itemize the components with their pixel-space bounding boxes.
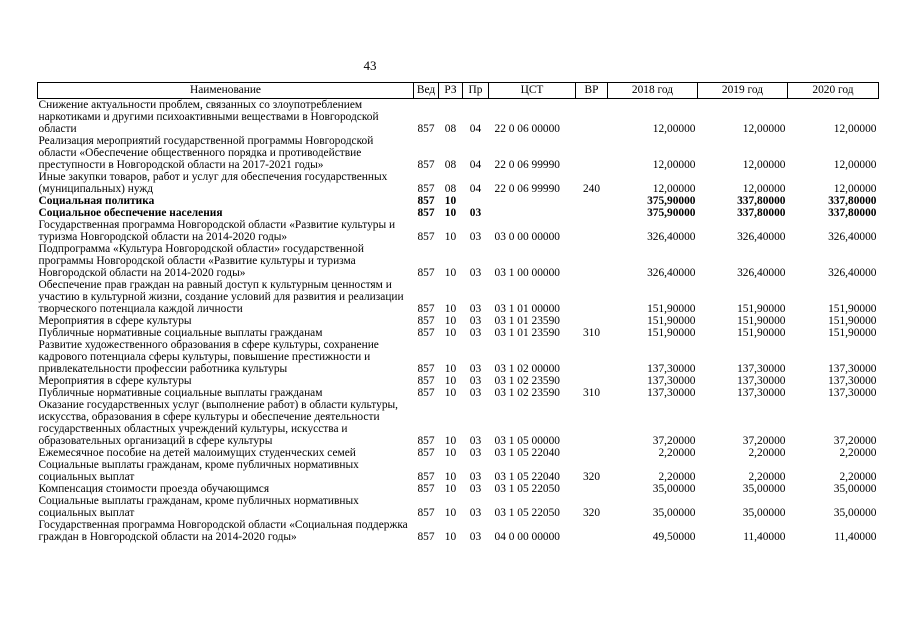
cell-y2020: 37,20000 [833,435,877,447]
cell-name: Ежемесячное пособие на детей малоимущих студенческих семей [38,447,356,459]
cell-ved: 857 [417,363,435,375]
cell-cst: 22 0 06 99990 [494,159,560,171]
cell-pr: 03 [469,507,482,519]
cell-y2019: 337,80000 [737,207,786,219]
cell-name: Социальное обеспечение населения [38,207,223,219]
cell-y2019: 2,20000 [748,447,786,459]
cell-ved: 857 [417,183,435,195]
cell-ved: 857 [417,447,435,459]
cell-rz: 08 [444,159,457,171]
cell-y2019: 151,90000 [737,315,786,327]
cell-cst: 03 1 05 00000 [494,435,560,447]
table-row [38,195,879,207]
table-row [38,447,879,459]
cell-vr [576,399,608,447]
cell-rz: 10 [444,363,457,375]
cell-name: Социальные выплаты гражданам, кроме публичных нормативных социальных выплат [38,495,359,519]
cell-y2018: 326,40000 [647,231,696,243]
cell-y2020: 137,30000 [828,387,877,399]
cell-name: Социальная политика [38,195,155,207]
cell-name: Развитие художественного образования в сфере культуры, сохранение кадрового потенциала сферы культуры, повышение престижности и привлекательности профессии работника культуры [38,339,379,375]
cell-pr: 03 [469,207,482,219]
cell-name: Социальные выплаты гражданам, кроме публичных нормативных социальных выплат [38,459,359,483]
cell-cst: 03 1 01 23590 [494,315,560,327]
cell-ved: 857 [417,159,435,171]
cell-name: Иные закупки товаров, работ и услуг для обеспечения государственных (муниципальных) нужд [38,171,388,195]
cell-ved: 857 [417,531,435,543]
cell-ved: 857 [417,303,435,315]
cell-name: Подпрограмма «Культура Новгородской области» государственной программы Новгородской области «Развитие культуры и туризма Новгородской области на 2014-2020 годы» [38,243,364,279]
cell-name: Публичные нормативные социальные выплаты гражданам [38,327,323,339]
cell-pr: 03 [469,315,482,327]
header-vr: ВР [576,83,608,99]
cell-cst: 03 1 00 00000 [494,267,560,279]
cell-cst: 03 1 02 23590 [494,387,560,399]
cell-vr [576,135,608,171]
cell-cst: 03 1 05 22050 [494,483,560,495]
table-row [38,135,879,171]
cell-cst [489,195,576,207]
cell-y2019: 326,40000 [737,231,786,243]
cell-pr: 04 [469,159,482,171]
cell-y2020: 151,90000 [828,303,877,315]
header-2019: 2019 год [698,83,788,99]
cell-y2019: 326,40000 [737,267,786,279]
cell-ved: 857 [417,195,435,207]
cell-y2018: 151,90000 [647,315,696,327]
cell-rz: 10 [444,531,457,543]
header-2020: 2020 год [788,83,879,99]
cell-y2019: 12,00000 [742,123,786,135]
cell-y2018: 35,00000 [652,507,696,519]
cell-vr [576,519,608,543]
header-rz: РЗ [439,83,463,99]
cell-y2018: 375,90000 [647,195,696,207]
cell-rz: 10 [444,387,457,399]
table-row [38,399,879,447]
header-name: Наименование [38,83,414,99]
header-cst: ЦСТ [489,83,576,99]
cell-pr: 03 [469,447,482,459]
cell-vr [576,279,608,315]
cell-y2018: 137,30000 [647,387,696,399]
cell-vr [576,207,608,219]
cell-vr [576,219,608,243]
cell-rz: 10 [444,267,457,279]
cell-y2018: 151,90000 [647,303,696,315]
cell-cst: 03 1 01 00000 [494,303,560,315]
cell-y2019: 12,00000 [742,183,786,195]
header-2018: 2018 год [608,83,698,99]
cell-rz: 10 [444,303,457,315]
table-row [38,315,879,327]
cell-y2019: 337,80000 [737,195,786,207]
cell-vr [576,315,608,327]
cell-pr: 03 [469,483,482,495]
cell-pr: 03 [469,267,482,279]
cell-y2018: 49,50000 [652,531,696,543]
cell-rz: 10 [444,375,457,387]
cell-vr [576,339,608,375]
cell-pr: 03 [469,435,482,447]
cell-ved: 857 [417,507,435,519]
cell-vr: 310 [582,387,601,399]
cell-cst [489,207,576,219]
cell-y2020: 151,90000 [828,327,877,339]
cell-rz: 10 [444,483,457,495]
cell-y2019: 137,30000 [737,375,786,387]
cell-y2018: 151,90000 [647,327,696,339]
cell-rz: 10 [444,327,457,339]
table-row [38,519,879,543]
cell-y2020: 151,90000 [828,315,877,327]
cell-rz: 10 [444,231,457,243]
cell-ved: 857 [417,387,435,399]
cell-y2018: 12,00000 [652,159,696,171]
cell-vr: 320 [582,507,601,519]
cell-y2020: 326,40000 [828,267,877,279]
page-number: 43 [363,58,377,73]
table-row [38,375,879,387]
cell-ved: 857 [417,375,435,387]
table-row [38,171,879,195]
cell-y2020: 12,00000 [833,183,877,195]
cell-name: Реализация мероприятий государственной программы Новгородской области «Обеспечение общественного порядка и противодействие преступности в Новгородской области на 2017-2021 годы» [38,135,374,171]
table-row [38,243,879,279]
cell-name: Публичные нормативные социальные выплаты гражданам [38,387,323,399]
cell-y2019: 35,00000 [742,483,786,495]
cell-pr: 03 [469,231,482,243]
table-row [38,459,879,483]
cell-rz: 10 [444,435,457,447]
cell-pr: 03 [469,387,482,399]
cell-y2018: 12,00000 [652,183,696,195]
cell-ved: 857 [417,327,435,339]
cell-rz: 10 [444,471,457,483]
cell-y2019: 137,30000 [737,387,786,399]
cell-y2020: 137,30000 [828,363,877,375]
cell-y2020: 12,00000 [833,123,877,135]
cell-y2020: 35,00000 [833,483,877,495]
table-body [38,99,879,544]
cell-y2020: 12,00000 [833,159,877,171]
cell-pr: 03 [469,363,482,375]
table-row [38,207,879,219]
cell-name: Мероприятия в сфере культуры [38,315,192,327]
cell-pr: 04 [469,183,482,195]
cell-pr: 03 [469,327,482,339]
cell-y2018: 12,00000 [652,123,696,135]
cell-y2020: 137,30000 [828,375,877,387]
cell-ved: 857 [417,231,435,243]
table-header-row [38,83,879,99]
cell-vr [576,195,608,207]
cell-name: Компенсация стоимости проезда обучающимся [38,483,270,495]
cell-vr [576,99,608,136]
table-row [38,327,879,339]
table-row [38,99,879,136]
cell-pr: 03 [469,375,482,387]
cell-y2020: 35,00000 [833,507,877,519]
cell-cst: 03 1 05 22040 [494,471,560,483]
cell-cst: 03 0 00 00000 [494,231,560,243]
cell-rz: 10 [444,507,457,519]
cell-cst: 03 1 02 23590 [494,375,560,387]
cell-pr: 04 [469,123,482,135]
cell-name: Государственная программа Новгородской области «Развитие культуры и туризма Новгородской области на 2014-2020 годы» [38,219,396,243]
cell-ved: 857 [417,123,435,135]
cell-pr [463,195,489,207]
cell-y2018: 37,20000 [652,435,696,447]
cell-rz: 10 [444,315,457,327]
cell-y2018: 137,30000 [647,363,696,375]
cell-y2019: 137,30000 [737,363,786,375]
table-row [38,387,879,399]
cell-name: Оказание государственных услуг (выполнение работ) в области культуры, искусства, образования в сфере культуры и обеспечение деятельности государственных областных учреждений культуры, искусства и образовательных организаций в сфере культуры [38,399,399,447]
cell-name: Мероприятия в сфере культуры [38,375,192,387]
cell-vr [576,483,608,495]
cell-cst: 03 1 05 22050 [494,507,560,519]
cell-cst: 04 0 00 00000 [494,531,560,543]
cell-y2020: 337,80000 [828,195,877,207]
cell-vr: 240 [582,183,601,195]
cell-pr: 03 [469,303,482,315]
cell-ved: 857 [417,483,435,495]
cell-rz: 08 [444,183,457,195]
cell-cst: 03 1 01 23590 [494,327,560,339]
cell-y2019: 2,20000 [748,471,786,483]
cell-cst: 03 1 05 22040 [494,447,560,459]
cell-rz: 10 [444,207,457,219]
cell-y2019: 11,40000 [743,531,786,543]
cell-y2018: 2,20000 [658,447,696,459]
table-row [38,339,879,375]
cell-pr: 03 [469,471,482,483]
cell-y2020: 11,40000 [834,531,877,543]
cell-rz: 10 [444,447,457,459]
cell-y2020: 2,20000 [839,447,877,459]
cell-y2019: 151,90000 [737,327,786,339]
cell-ved: 857 [417,471,435,483]
cell-rz: 10 [444,195,457,207]
cell-y2018: 375,90000 [647,207,696,219]
cell-y2019: 37,20000 [742,435,786,447]
budget-table [37,82,879,543]
table-row [38,495,879,519]
cell-vr [576,375,608,387]
cell-pr: 03 [469,531,482,543]
cell-ved: 857 [417,435,435,447]
cell-y2019: 151,90000 [737,303,786,315]
cell-cst: 03 1 02 00000 [494,363,560,375]
cell-cst: 22 0 06 00000 [494,123,560,135]
cell-ved: 857 [417,207,435,219]
table-row [38,279,879,315]
header-ved: Вед [414,83,439,99]
cell-rz: 08 [444,123,457,135]
cell-ved: 857 [417,315,435,327]
cell-vr: 320 [582,471,601,483]
table-row [38,483,879,495]
cell-y2019: 12,00000 [742,159,786,171]
cell-y2020: 2,20000 [839,471,877,483]
cell-y2020: 337,80000 [828,207,877,219]
cell-y2018: 326,40000 [647,267,696,279]
cell-y2020: 326,40000 [828,231,877,243]
cell-y2018: 137,30000 [647,375,696,387]
cell-cst: 22 0 06 99990 [494,183,560,195]
cell-vr [576,447,608,459]
cell-name: Снижение актуальности проблем, связанных со злоупотреблением наркотиками и другими психоактивными веществами в Новгородской области [38,99,379,135]
cell-name: Обеспечение прав граждан на равный доступ к культурным ценностям и участию в культурной жизни, создание условий для развития и реализации творческого потенциала каждой личности [38,279,404,315]
cell-ved: 857 [417,267,435,279]
table-row [38,219,879,243]
cell-name: Государственная программа Новгородской области «Социальная поддержка граждан в Новгородской области на 2014-2020 годы» [38,519,408,543]
cell-vr: 310 [582,327,601,339]
header-pr: Пр [463,83,489,99]
cell-vr [576,243,608,279]
cell-y2018: 35,00000 [652,483,696,495]
cell-y2019: 35,00000 [742,507,786,519]
cell-y2018: 2,20000 [658,471,696,483]
